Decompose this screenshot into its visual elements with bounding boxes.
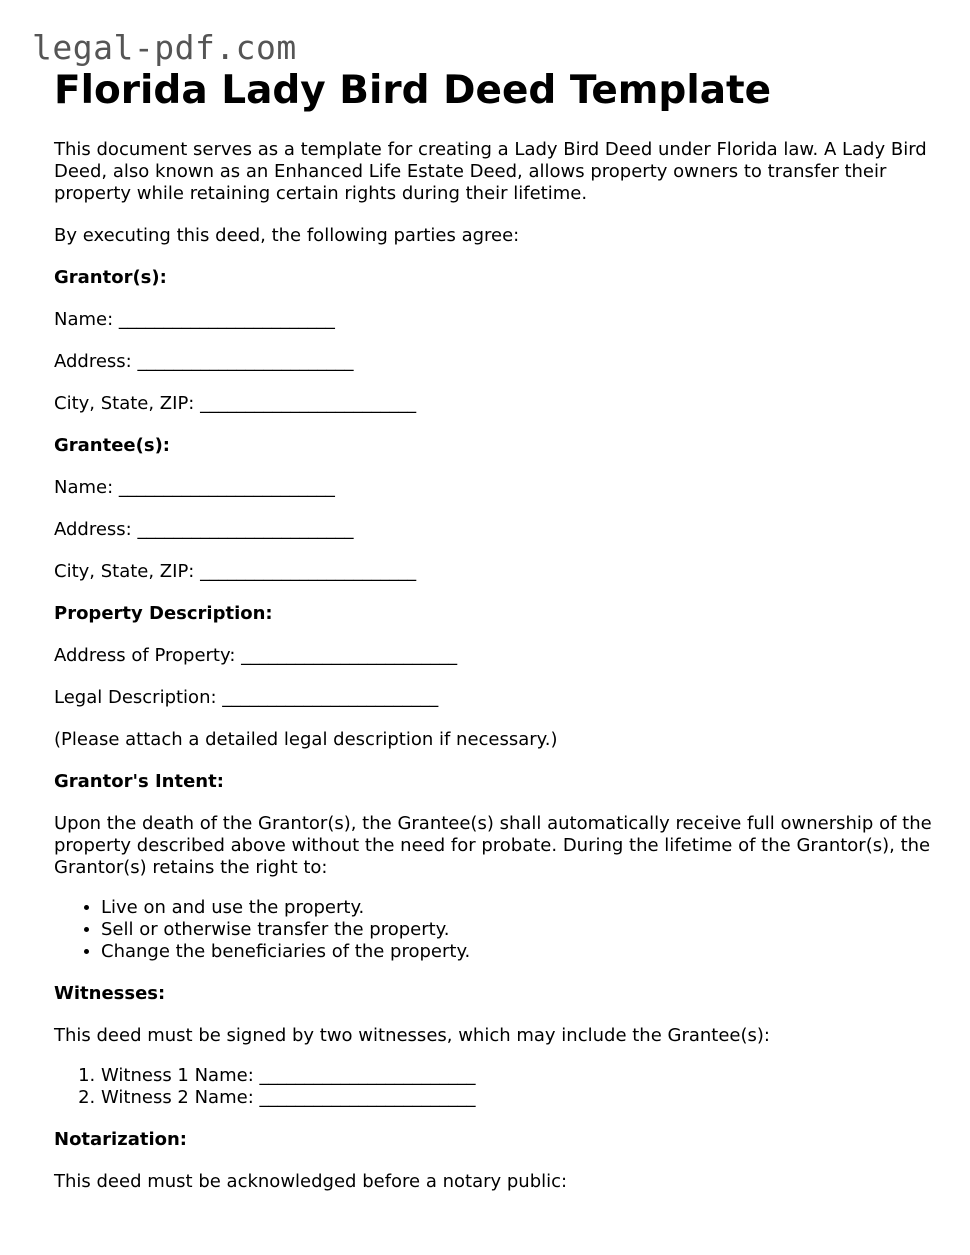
notarization-paragraph: This deed must be acknowledged before a notary public:	[54, 1171, 568, 1192]
list-item: 1. Witness 1 Name: ________________________	[101, 1065, 934, 1087]
grantee-heading: Grantee(s):	[54, 435, 170, 456]
notarization-heading: Notarization:	[54, 1129, 188, 1150]
rights-list	[54, 897, 934, 963]
legal-description-field: Legal Description: ________________________	[54, 687, 439, 708]
list-item: 2. Witness 2 Name: ________________________	[101, 1087, 934, 1109]
intent-paragraph: Upon the death of the Grantor(s), the Grantee(s) shall automatically receive full ownership of the property described above without the need for probate. During the lifetime of the Grantor(s), the Grantor(s) retains the right to:	[54, 813, 932, 878]
witnesses-heading: Witnesses:	[54, 983, 166, 1004]
grantor-city-field: City, State, ZIP: ________________________	[54, 393, 417, 414]
document-title: Florida Lady Bird Deed Template	[54, 68, 772, 113]
grantee-city-field: City, State, ZIP: ________________________	[54, 561, 417, 582]
grantor-address-field: Address: ________________________	[54, 351, 354, 372]
property-heading: Property Description:	[54, 603, 273, 624]
grantee-name-field: Name: ________________________	[54, 477, 335, 498]
agreement-statement: By executing this deed, the following parties agree:	[54, 225, 520, 246]
property-address-field: Address of Property: ________________________	[54, 645, 458, 666]
intro-paragraph: This document serves as a template for creating a Lady Bird Deed under Florida law. A Lady Bird Deed, also known as an Enhanced Life Estate Deed, allows property owners to transfer their property while retaining certain rights during their lifetime.	[54, 139, 927, 204]
legal-description-note: (Please attach a detailed legal description if necessary.)	[54, 729, 558, 750]
list-item: • Change the beneficiaries of the property.	[101, 941, 934, 963]
document-body	[54, 68, 934, 1213]
list-item: • Sell or otherwise transfer the property.	[101, 919, 934, 941]
intent-heading: Grantor's Intent:	[54, 771, 224, 792]
list-item: • Live on and use the property.	[101, 897, 934, 919]
grantor-heading: Grantor(s):	[54, 267, 167, 288]
witness-list	[54, 1065, 934, 1109]
grantee-address-field: Address: ________________________	[54, 519, 354, 540]
grantor-name-field: Name: ________________________	[54, 309, 335, 330]
witnesses-paragraph: This deed must be signed by two witnesses, which may include the Grantee(s):	[54, 1025, 770, 1046]
watermark: legal-pdf.com	[32, 28, 297, 67]
